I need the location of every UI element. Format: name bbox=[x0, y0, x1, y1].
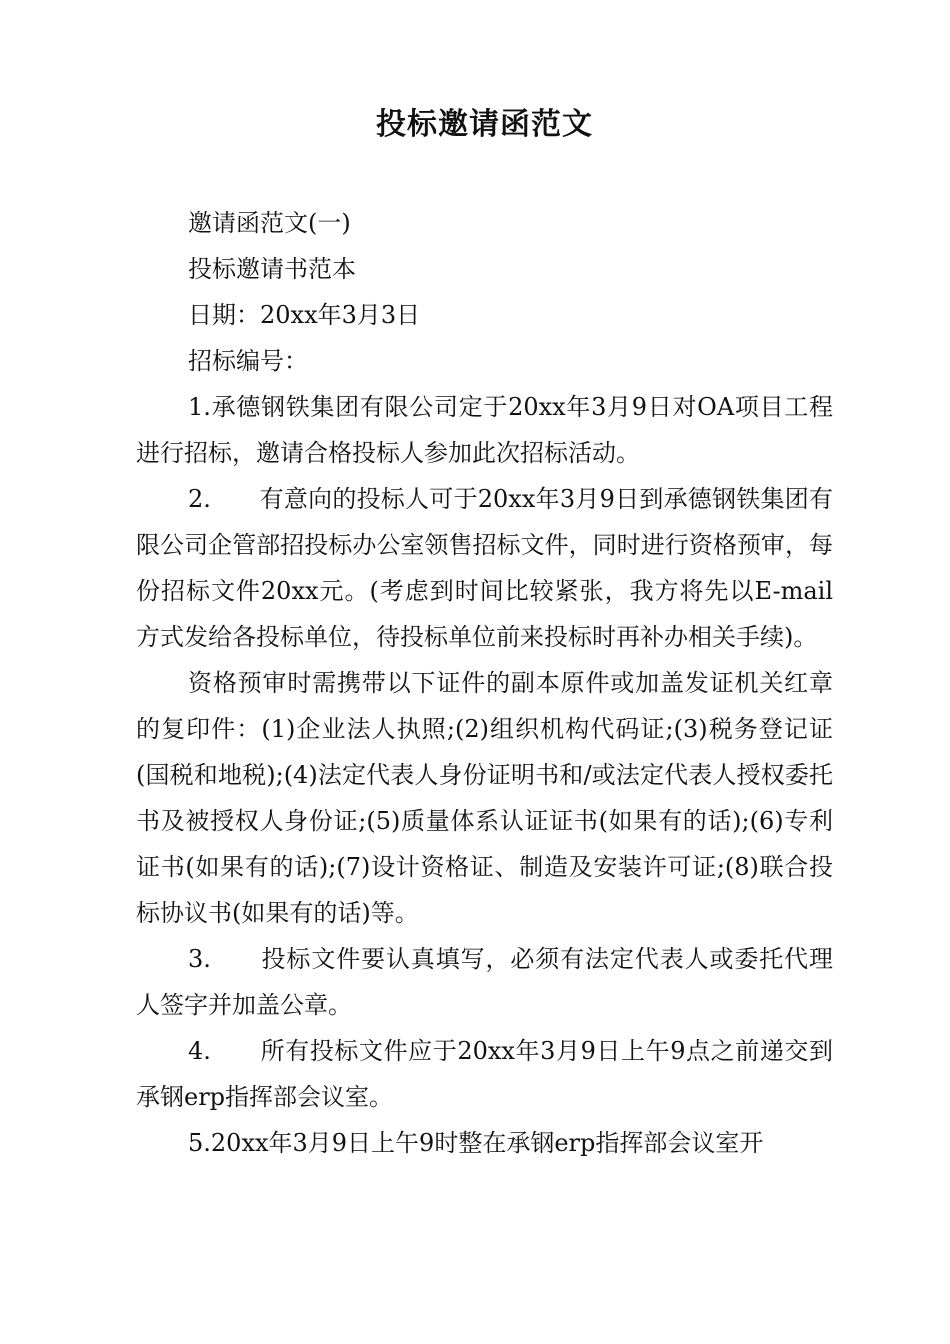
paragraph-heading-2: 投标邀请书范本 bbox=[188, 255, 356, 283]
paragraph-qualification-docs: 资格预审时需携带以下证件的副本原件或加盖发证机关红章的复印件：(1)企业法人执照;(2)组织机构代码证;(3)税务登记证(国税和地税);(4)法定代表人身份证明书和/或法定代表人授权委托书及被授权人身份证;(5)质量体系认证证书(如果有的话);(6)专利证书(如果有的话);(7)设计资格证、制造及安装许可证;(8)联合投标协议书(如果有的话)等。 bbox=[136, 669, 833, 927]
paragraph-item-4: 4. 所有投标文件应于20xx年3月9日上午9点之前递交到承钢erp指挥部会议室。 bbox=[136, 1037, 833, 1111]
paragraph-tender-number: 招标编号： bbox=[188, 347, 308, 375]
paragraph-item-2: 2. 有意向的投标人可于20xx年3月9日到承德钢铁集团有限公司企管部招投标办公室领售招标文件，同时进行资格预审，每份招标文件20xx元。(考虑到时间比较紧张，我方将先以E-mail方式发给各投标单位，待投标单位前来投标时再补办相关手续)。 bbox=[136, 485, 833, 651]
document-body bbox=[136, 200, 833, 1166]
document-title: 投标邀请函范文 bbox=[376, 107, 593, 142]
paragraph-item-3: 3. 投标文件要认真填写，必须有法定代表人或委托代理人签字并加盖公章。 bbox=[136, 945, 833, 1019]
paragraph-item-5: 5.20xx年3月9日上午9时整在承钢erp指挥部会议室开 bbox=[188, 1129, 764, 1157]
paragraph-date: 日期：20xx年3月3日 bbox=[188, 301, 421, 329]
paragraph-item-1: 1.承德钢铁集团有限公司定于20xx年3月9日对OA项目工程进行招标，邀请合格投标人参加此次招标活动。 bbox=[136, 393, 833, 467]
paragraph-heading-1: 邀请函范文(一) bbox=[188, 209, 351, 237]
